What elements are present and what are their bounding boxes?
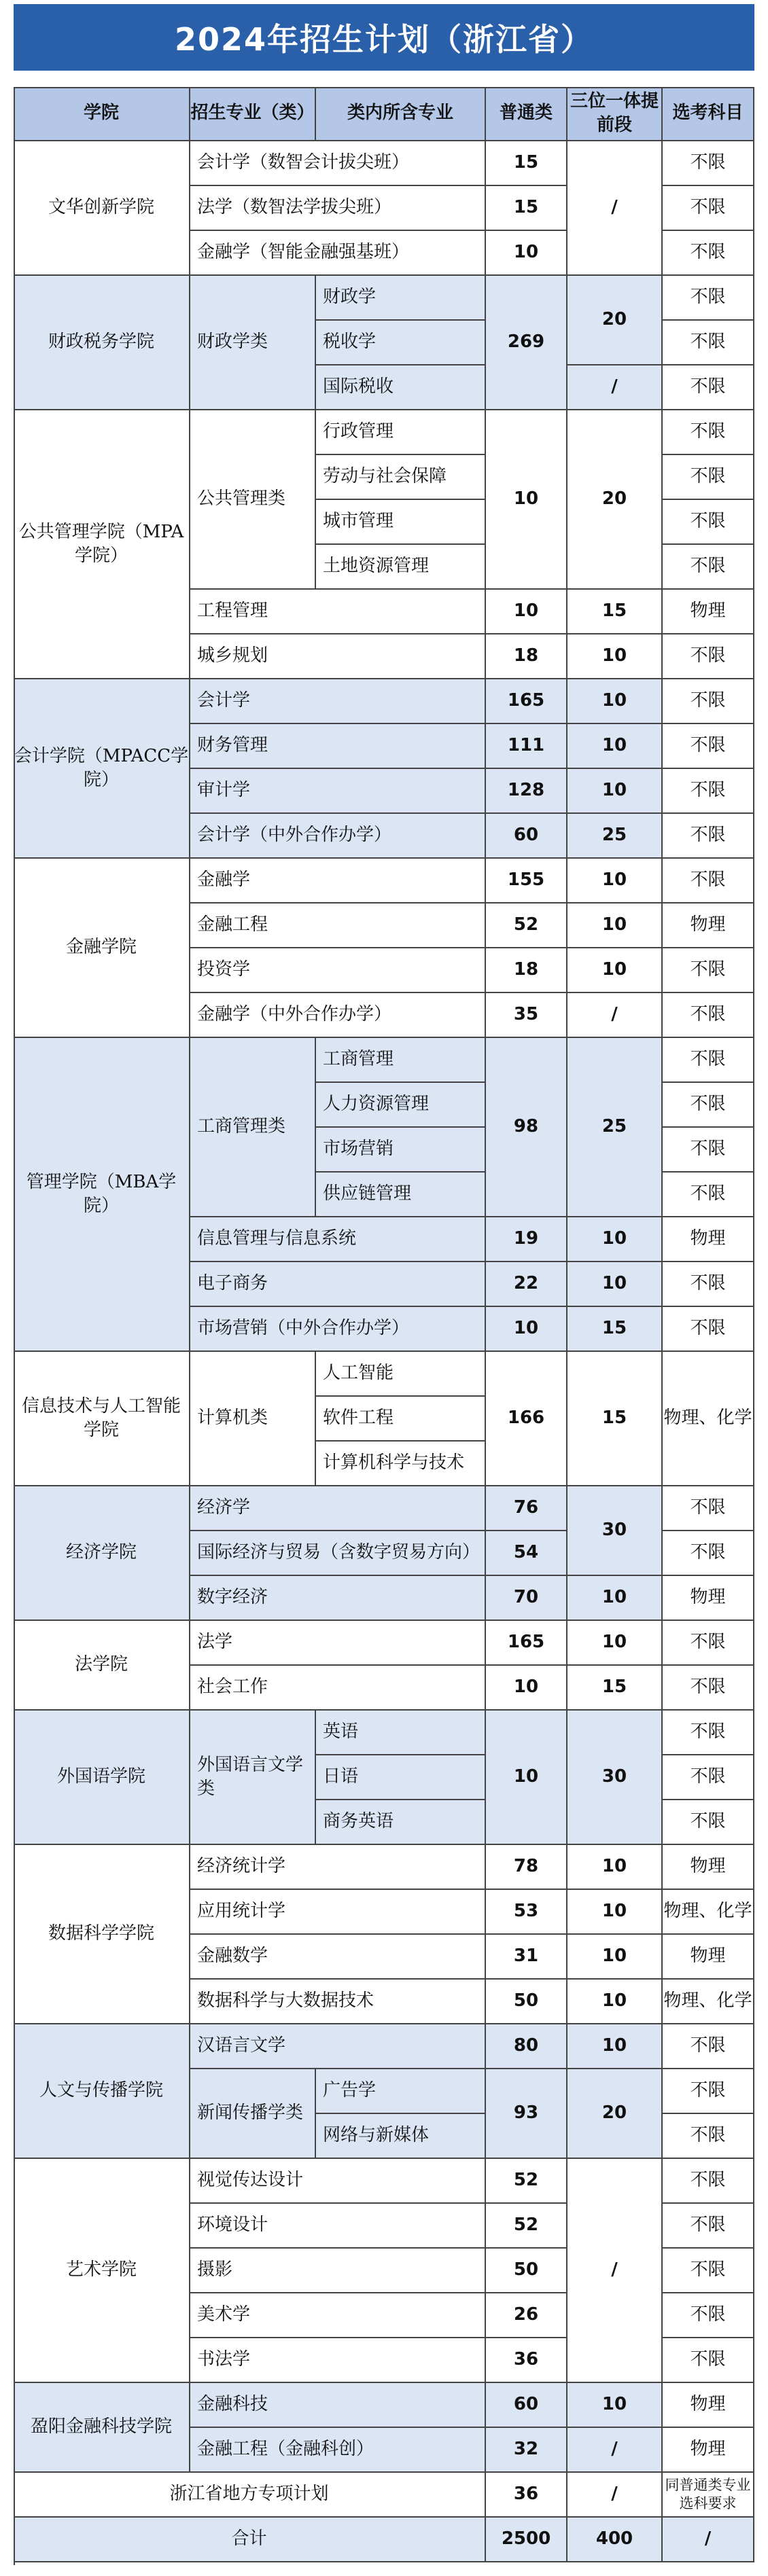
major-name: 会计学（数智会计拔尖班） xyxy=(190,141,486,186)
general-count: 10 xyxy=(486,1307,568,1352)
subject-req: 不限 xyxy=(663,1262,754,1307)
sub-major-name: 英语 xyxy=(316,1711,486,1755)
subject-req: 不限 xyxy=(663,1666,754,1711)
sanwei-count: 10 xyxy=(568,859,663,904)
sub-major-name: 软件工程 xyxy=(316,1397,486,1442)
sanwei-count: 10 xyxy=(568,769,663,814)
sanwei-count: 10 xyxy=(568,1217,663,1262)
sub-major-name: 日语 xyxy=(316,1755,486,1800)
major-name: 环境设计 xyxy=(190,2204,486,2249)
college-name: 金融学院 xyxy=(14,859,190,1038)
general-count: 10 xyxy=(486,410,568,590)
subject-req: 不限 xyxy=(663,679,754,724)
major-name: 金融工程 xyxy=(190,904,486,948)
major-name: 应用统计学 xyxy=(190,1890,486,1935)
subject-req: 不限 xyxy=(663,2204,754,2249)
major-name: 财政学类 xyxy=(190,276,316,410)
major-name: 新闻传播学类 xyxy=(190,2069,316,2159)
sanwei-count: 10 xyxy=(568,634,663,679)
sanwei-count: / xyxy=(568,365,663,410)
sanwei-count: 20 xyxy=(568,410,663,590)
special-plan-general: 36 xyxy=(486,2473,568,2518)
subject-req: 不限 xyxy=(663,231,754,276)
subject-req: 不限 xyxy=(663,545,754,590)
general-count: 10 xyxy=(486,1711,568,1845)
sanwei-count: 15 xyxy=(568,1666,663,1711)
total-subject: / xyxy=(663,2518,754,2562)
subject-req: 不限 xyxy=(663,1083,754,1128)
major-name: 金融科技 xyxy=(190,2383,486,2428)
header-major: 招生专业（类） xyxy=(190,87,316,141)
sub-major-name: 人力资源管理 xyxy=(316,1083,486,1128)
general-count: 18 xyxy=(486,634,568,679)
subject-req: 不限 xyxy=(663,769,754,814)
general-count: 36 xyxy=(486,2338,568,2383)
general-count: 54 xyxy=(486,1531,568,1576)
subject-req: 不限 xyxy=(663,500,754,545)
sanwei-count: 10 xyxy=(568,679,663,724)
college-name: 公共管理学院（MPA学院） xyxy=(14,410,190,679)
header-general: 普通类 xyxy=(486,87,568,141)
major-name: 数据科学与大数据技术 xyxy=(190,1980,486,2024)
sub-major-name: 供应链管理 xyxy=(316,1173,486,1217)
subject-req: 不限 xyxy=(663,1128,754,1173)
subject-req: 物理、化学 xyxy=(663,1890,754,1935)
subject-req: 物理、化学 xyxy=(663,1980,754,2024)
major-name: 工程管理 xyxy=(190,590,486,634)
total-label: 合计 xyxy=(14,2518,486,2562)
special-plan-subject: 同普通类专业选科要求 xyxy=(663,2473,754,2518)
sub-major-name: 计算机科学与技术 xyxy=(316,1442,486,1486)
subject-req: 不限 xyxy=(663,859,754,904)
subject-req: 物理 xyxy=(663,904,754,948)
sanwei-count: 10 xyxy=(568,1576,663,1621)
subject-req: 不限 xyxy=(663,1755,754,1800)
sanwei-count: 20 xyxy=(568,2069,663,2159)
page-title: 2024年招生计划（浙江省） xyxy=(174,21,594,58)
sanwei-count: 25 xyxy=(568,1038,663,1217)
general-count: 52 xyxy=(486,2159,568,2204)
subject-req: 不限 xyxy=(663,276,754,321)
sub-major-name: 人工智能 xyxy=(316,1352,486,1397)
sanwei-count: 10 xyxy=(568,2024,663,2069)
subject-req: 不限 xyxy=(663,2069,754,2114)
college-name: 艺术学院 xyxy=(14,2159,190,2383)
subject-req: 不限 xyxy=(663,1531,754,1576)
college-name: 人文与传播学院 xyxy=(14,2024,190,2159)
general-count: 50 xyxy=(486,1980,568,2024)
general-count: 98 xyxy=(486,1038,568,1217)
subject-req: 不限 xyxy=(663,321,754,365)
major-name: 工商管理类 xyxy=(190,1038,316,1217)
major-name: 金融学 xyxy=(190,859,486,904)
major-name: 城乡规划 xyxy=(190,634,486,679)
general-count: 18 xyxy=(486,948,568,993)
major-name: 国际经济与贸易（含数字贸易方向） xyxy=(190,1531,486,1576)
general-count: 60 xyxy=(486,2383,568,2428)
sub-major-name: 土地资源管理 xyxy=(316,545,486,590)
general-count: 15 xyxy=(486,141,568,186)
major-name: 社会工作 xyxy=(190,1666,486,1711)
subject-req: 不限 xyxy=(663,1038,754,1083)
college-name: 经济学院 xyxy=(14,1486,190,1621)
general-count: 80 xyxy=(486,2024,568,2069)
subject-req: 不限 xyxy=(663,993,754,1038)
sanwei-count: 10 xyxy=(568,1935,663,1980)
sub-major-name: 网络与新媒体 xyxy=(316,2114,486,2159)
general-count: 22 xyxy=(486,1262,568,1307)
major-name: 会计学 xyxy=(190,679,486,724)
sanwei-count: 10 xyxy=(568,1890,663,1935)
subject-req: 不限 xyxy=(663,2249,754,2293)
sanwei-count: 25 xyxy=(568,814,663,859)
sanwei-count: 15 xyxy=(568,590,663,634)
subject-req: 物理 xyxy=(663,590,754,634)
subject-req: 不限 xyxy=(663,455,754,500)
page-title-bar xyxy=(14,4,754,71)
subject-req: 不限 xyxy=(663,2024,754,2069)
major-name: 法学 xyxy=(190,1621,486,1666)
subject-req: 不限 xyxy=(663,1621,754,1666)
major-name: 金融学（智能金融强基班） xyxy=(190,231,486,276)
college-name: 盈阳金融科技学院 xyxy=(14,2383,190,2473)
major-name: 金融学（中外合作办学） xyxy=(190,993,486,1038)
subject-req: 不限 xyxy=(663,365,754,410)
subject-req: 不限 xyxy=(663,1173,754,1217)
major-name: 公共管理类 xyxy=(190,410,316,590)
general-count: 53 xyxy=(486,1890,568,1935)
sub-major-name: 广告学 xyxy=(316,2069,486,2114)
sanwei-count: / xyxy=(568,2428,663,2473)
subject-req: 不限 xyxy=(663,141,754,186)
subject-req: 物理 xyxy=(663,1217,754,1262)
sanwei-count: 10 xyxy=(568,1845,663,1890)
general-count: 19 xyxy=(486,1217,568,1262)
subject-req: 不限 xyxy=(663,1711,754,1755)
subject-req: 物理 xyxy=(663,2383,754,2428)
sub-major-name: 国际税收 xyxy=(316,365,486,410)
subject-req: 物理 xyxy=(663,1576,754,1621)
college-name: 会计学院（MPACC学院） xyxy=(14,679,190,859)
general-count: 111 xyxy=(486,724,568,769)
subject-req: 物理 xyxy=(663,2428,754,2473)
general-count: 52 xyxy=(486,904,568,948)
general-count: 50 xyxy=(486,2249,568,2293)
sanwei-count: 20 xyxy=(568,276,663,365)
major-name: 金融工程（金融科创） xyxy=(190,2428,486,2473)
subject-req: 物理 xyxy=(663,1845,754,1890)
major-name: 书法学 xyxy=(190,2338,486,2383)
general-count: 93 xyxy=(486,2069,568,2159)
sub-major-name: 商务英语 xyxy=(316,1800,486,1845)
sub-major-name: 行政管理 xyxy=(316,410,486,455)
header-college: 学院 xyxy=(14,87,190,141)
general-count: 32 xyxy=(486,2428,568,2473)
subject-req: 不限 xyxy=(663,2338,754,2383)
special-plan-label: 浙江省地方专项计划 xyxy=(14,2473,486,2518)
header-sanwei: 三位一体提前段 xyxy=(568,87,663,141)
general-count: 52 xyxy=(486,2204,568,2249)
sub-major-name: 工商管理 xyxy=(316,1038,486,1083)
general-count: 26 xyxy=(486,2293,568,2338)
sanwei-count: 10 xyxy=(568,1980,663,2024)
general-count: 60 xyxy=(486,814,568,859)
general-count: 269 xyxy=(486,276,568,410)
sanwei-count: 10 xyxy=(568,1262,663,1307)
major-name: 经济学 xyxy=(190,1486,486,1531)
sub-major-name: 城市管理 xyxy=(316,500,486,545)
major-name: 美术学 xyxy=(190,2293,486,2338)
major-name: 摄影 xyxy=(190,2249,486,2293)
major-name: 财务管理 xyxy=(190,724,486,769)
general-count: 31 xyxy=(486,1935,568,1980)
general-count: 10 xyxy=(486,231,568,276)
subject-req: 不限 xyxy=(663,1486,754,1531)
major-name: 电子商务 xyxy=(190,1262,486,1307)
general-count: 165 xyxy=(486,679,568,724)
sub-major-name: 市场营销 xyxy=(316,1128,486,1173)
subject-req: 不限 xyxy=(663,410,754,455)
general-count: 78 xyxy=(486,1845,568,1890)
college-name: 信息技术与人工智能学院 xyxy=(14,1352,190,1486)
general-count: 76 xyxy=(486,1486,568,1531)
sanwei-count: 30 xyxy=(568,1486,663,1576)
subject-req: 物理、化学 xyxy=(663,1352,754,1486)
major-name: 视觉传达设计 xyxy=(190,2159,486,2204)
major-name: 法学（数智法学拔尖班） xyxy=(190,186,486,231)
enrollment-plan-table xyxy=(14,87,754,2565)
major-name: 市场营销（中外合作办学） xyxy=(190,1307,486,1352)
subject-req: 不限 xyxy=(663,186,754,231)
sanwei-count: 10 xyxy=(568,724,663,769)
college-name: 法学院 xyxy=(14,1621,190,1711)
general-count: 15 xyxy=(486,186,568,231)
sanwei-count: 10 xyxy=(568,904,663,948)
major-name: 数字经济 xyxy=(190,1576,486,1621)
college-name: 财政税务学院 xyxy=(14,276,190,410)
general-count: 70 xyxy=(486,1576,568,1621)
sanwei-count: 15 xyxy=(568,1307,663,1352)
sanwei-count: 30 xyxy=(568,1711,663,1845)
special-plan-sanwei: / xyxy=(568,2473,663,2518)
major-name: 信息管理与信息系统 xyxy=(190,1217,486,1262)
sub-major-name: 劳动与社会保障 xyxy=(316,455,486,500)
sanwei-count: / xyxy=(568,993,663,1038)
sanwei-count: 10 xyxy=(568,2383,663,2428)
total-general: 2500 xyxy=(486,2518,568,2562)
subject-req: 不限 xyxy=(663,2114,754,2159)
sanwei-count: / xyxy=(568,2159,663,2383)
major-name: 经济统计学 xyxy=(190,1845,486,1890)
general-count: 10 xyxy=(486,590,568,634)
college-name: 管理学院（MBA学院） xyxy=(14,1038,190,1352)
major-name: 审计学 xyxy=(190,769,486,814)
sanwei-count: / xyxy=(568,141,663,276)
general-count: 165 xyxy=(486,1621,568,1666)
subject-req: 不限 xyxy=(663,1307,754,1352)
general-count: 10 xyxy=(486,1666,568,1711)
sub-major-name: 税收学 xyxy=(316,321,486,365)
sanwei-count: 10 xyxy=(568,948,663,993)
subject-req: 不限 xyxy=(663,634,754,679)
header-subject: 选考科目 xyxy=(663,87,754,141)
general-count: 166 xyxy=(486,1352,568,1486)
subject-req: 物理 xyxy=(663,1935,754,1980)
general-count: 35 xyxy=(486,993,568,1038)
major-name: 会计学（中外合作办学） xyxy=(190,814,486,859)
subject-req: 不限 xyxy=(663,1800,754,1845)
sub-major-name: 财政学 xyxy=(316,276,486,321)
general-count: 155 xyxy=(486,859,568,904)
college-name: 外国语学院 xyxy=(14,1711,190,1845)
subject-req: 不限 xyxy=(663,724,754,769)
college-name: 文华创新学院 xyxy=(14,141,190,276)
subject-req: 不限 xyxy=(663,948,754,993)
subject-req: 不限 xyxy=(663,2293,754,2338)
major-name: 投资学 xyxy=(190,948,486,993)
subject-req: 不限 xyxy=(663,814,754,859)
total-sanwei: 400 xyxy=(568,2518,663,2562)
sanwei-count: 15 xyxy=(568,1352,663,1486)
major-name: 金融数学 xyxy=(190,1935,486,1980)
major-name: 计算机类 xyxy=(190,1352,316,1486)
major-name: 汉语言文学 xyxy=(190,2024,486,2069)
general-count: 128 xyxy=(486,769,568,814)
college-name: 数据科学学院 xyxy=(14,1845,190,2024)
sanwei-count: 10 xyxy=(568,1621,663,1666)
major-name: 外国语言文学类 xyxy=(190,1711,316,1845)
subject-req: 不限 xyxy=(663,2159,754,2204)
header-sub: 类内所含专业 xyxy=(316,87,486,141)
